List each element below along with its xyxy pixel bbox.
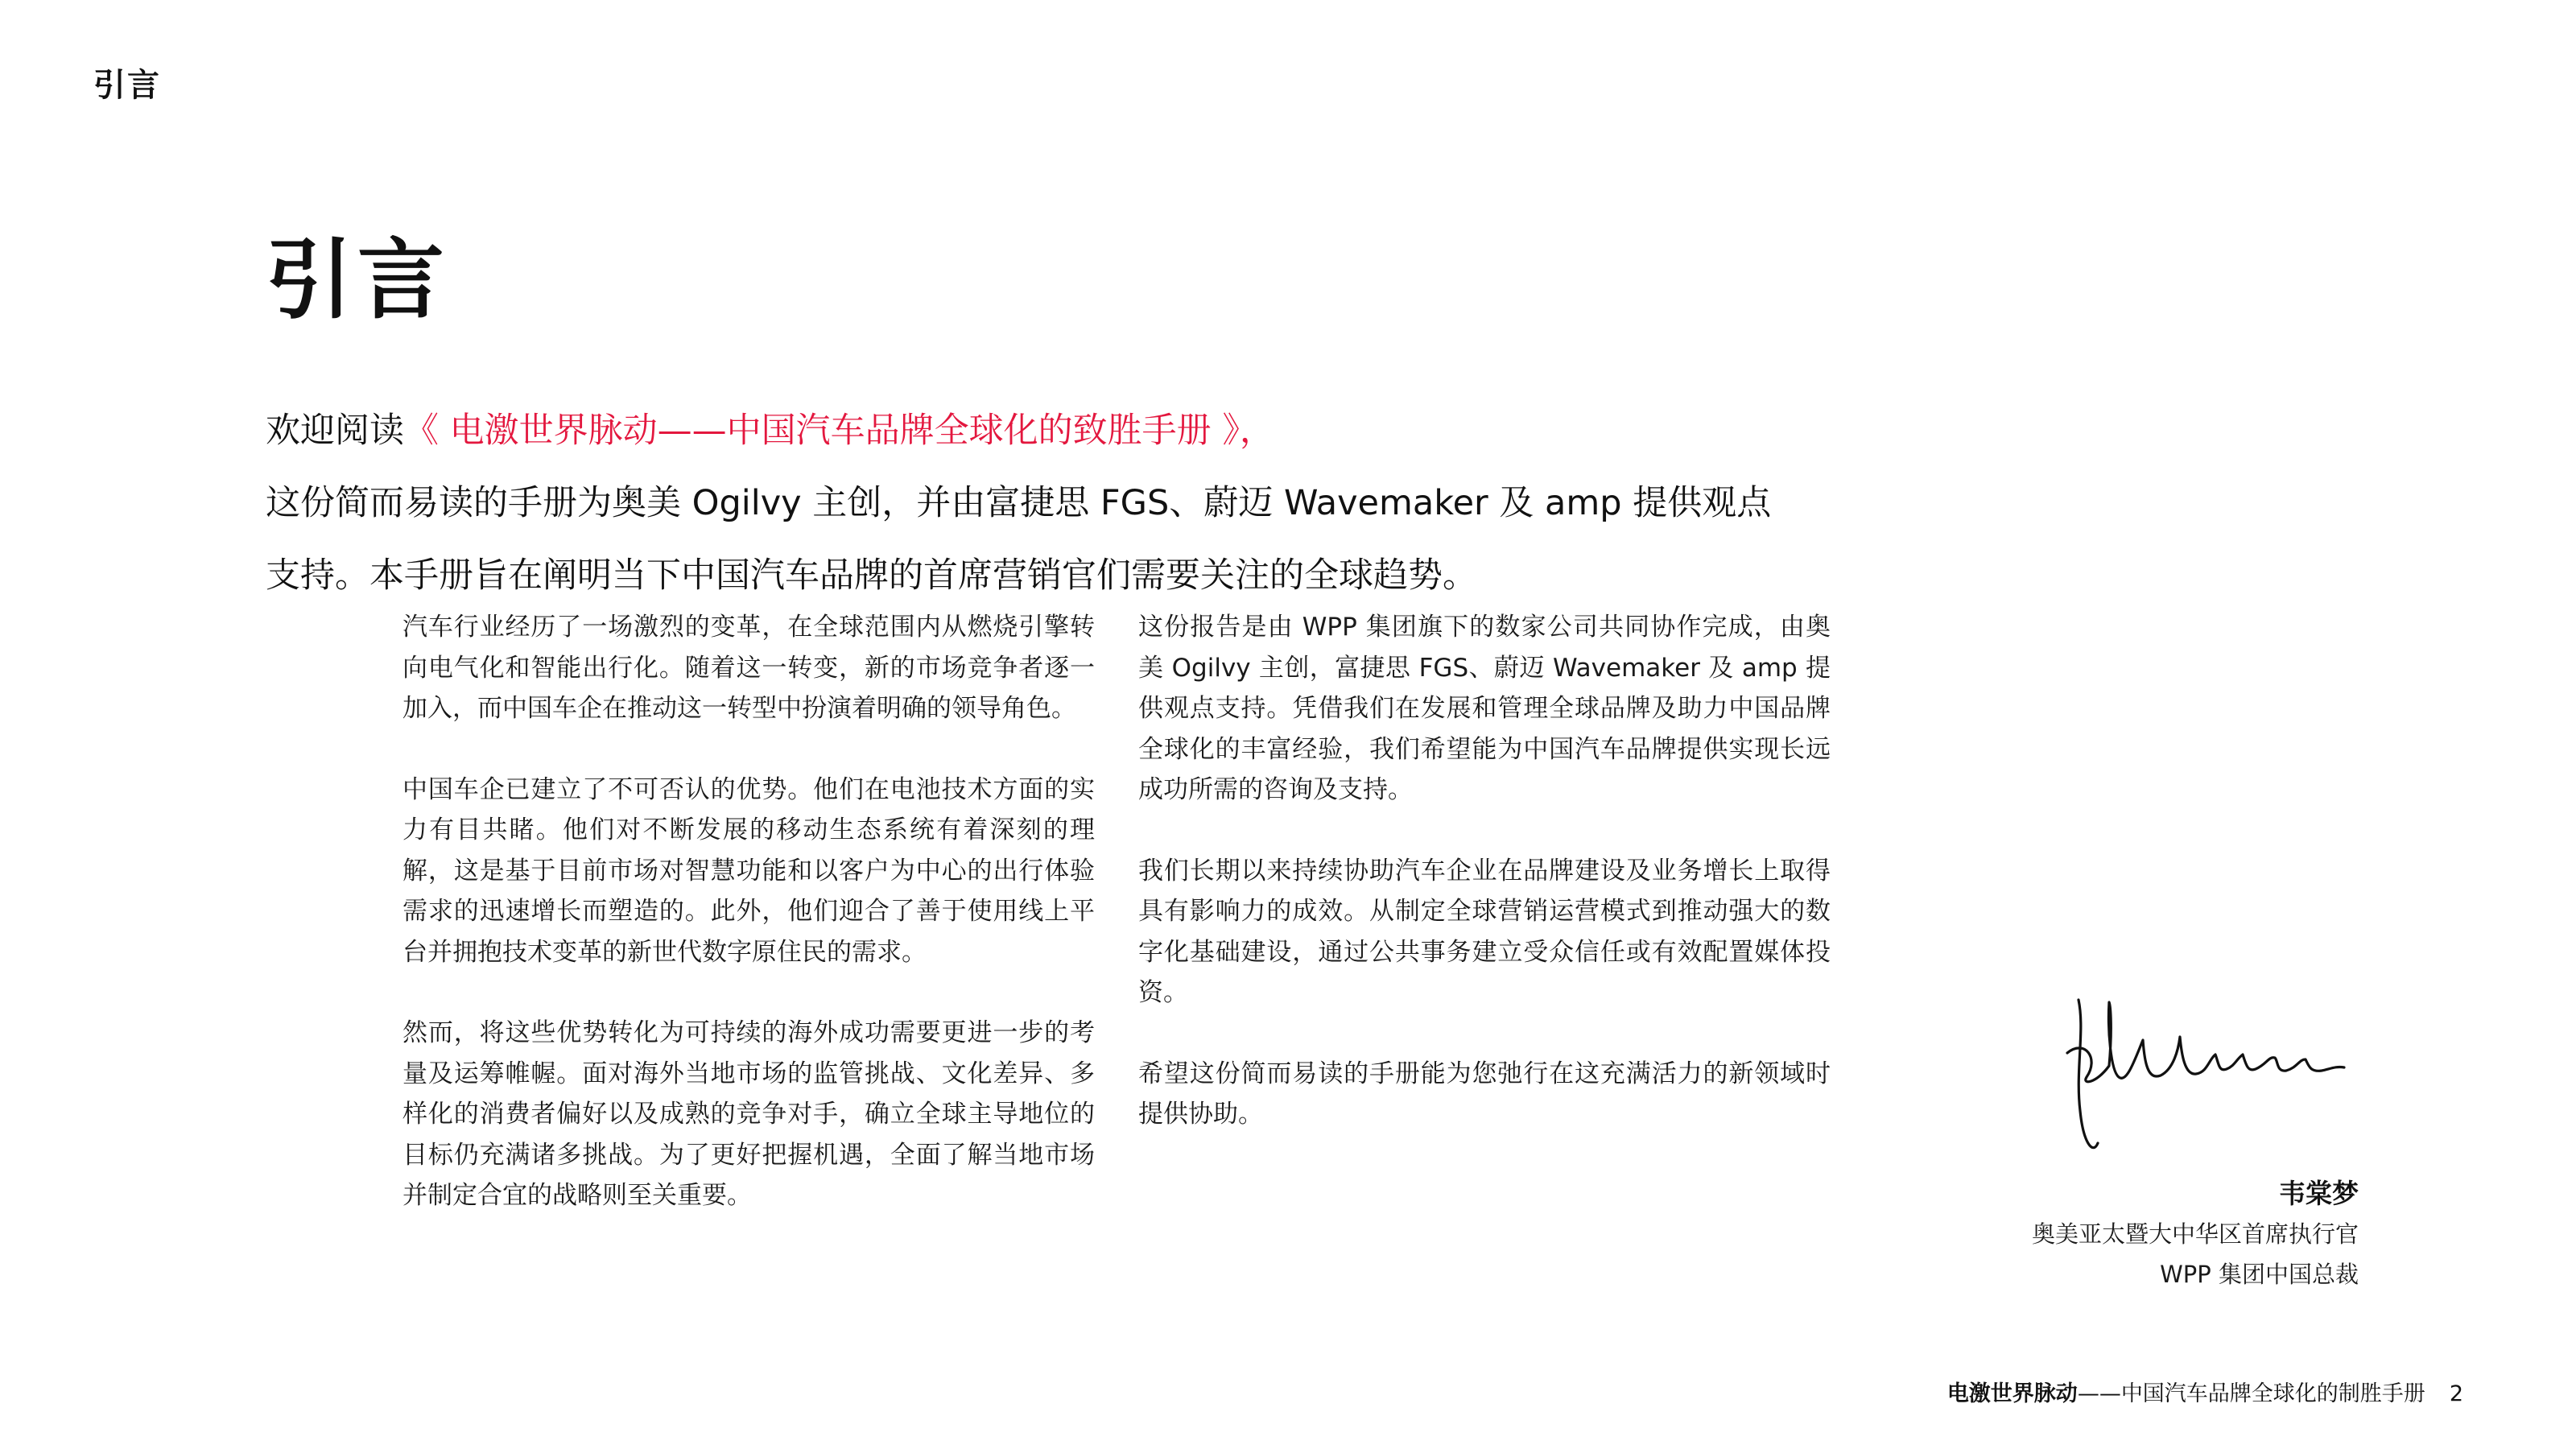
body-column-left (402, 607, 1095, 1257)
intro-line-2: 这份简而易读的手册为奥美 Ogilvy 主创，并由富捷思 FGS、蔚迈 Wavemaker 及 amp 提供观点 (266, 483, 1772, 523)
page-footer (1947, 1378, 2463, 1410)
body-paragraph: 然而，将这些优势转化为可持续的海外成功需要更进一步的考量及运筹帷幄。面对海外当地市场的监管挑战、文化差异、多样化的消费者偏好以及成熟的竞争对手，确立全球主导地位的目标仍充满诸多挑战。为了更好把握机遇，全面了解当地市场并制定合宜的战略则至关重要。 (402, 1018, 1095, 1210)
body-paragraph: 中国车企已建立了不可否认的优势。他们在电池技术方面的实力有目共睹。他们对不断发展的移动生态系统有着深刻的理解，这是基于目前市场对智慧功能和以客户为中心的出行体验需求的迅速增长而塑造的。此外，他们迎合了善于使用线上平台并拥抱技术变革的新世代数字原住民的需求。 (402, 774, 1095, 967)
signer-name: 韦棠梦 (2279, 1178, 2359, 1209)
section-label: 引言 (93, 67, 161, 104)
footer-brand: 电激世界脉动 (1946, 1381, 2078, 1406)
intro-line-3: 支持。本手册旨在阐明当下中国汽车品牌的首席营销官们需要关注的全球趋势。 (266, 555, 1477, 596)
handwritten-signature (2061, 982, 2351, 1167)
body-paragraph: 汽车行业经历了一场激烈的变革，在全球范围内从燃烧引擎转向电气化和智能出行化。随着这一转变，新的市场竞争者逐一加入，而中国车企在推动这一转型中扮演着明确的领导角色。 (402, 613, 1095, 723)
page-title: 引言 (266, 230, 450, 331)
intro-lead: 欢迎阅读 (266, 411, 404, 451)
body-paragraph: 希望这份简而易读的手册能为您弛行在这充满活力的新领域时提供协助。 (1138, 1059, 1831, 1129)
report-title-highlight: 《 电激世界脉动——中国汽车品牌全球化的致胜手册 》 (404, 411, 1240, 451)
page-number: 2 (2449, 1381, 2463, 1406)
signer-role: 奥美亚太暨大中华区首席执行官 (2031, 1220, 2359, 1248)
footer-subtitle: ——中国汽车品牌全球化的制胜手册 (2077, 1381, 2425, 1406)
intro-paragraph (266, 394, 1811, 612)
body-paragraph: 我们长期以来持续协助汽车企业在品牌建设及业务增长上取得具有影响力的成效。从制定全球营销运营模式到推动强大的数字化基础建设，通过公共事务建立受众信任或有效配置媒体投资。 (1138, 856, 1831, 1007)
signer-block (1795, 1174, 2359, 1294)
signer-role: WPP 集团中国总裁 (2160, 1261, 2359, 1288)
body-column-right (1138, 607, 1831, 1175)
body-paragraph: 这份报告是由 WPP 集团旗下的数家公司共同协作完成，由奥美 Ogilvy 主创，富捷思 FGS、蔚迈 Wavemaker 及 amp 提供观点支持。凭借我们在发展和管理全球品牌及助力中国品牌全球化的丰富经验，我们希望能为中国汽车品牌提供实现长远成功所需的咨询及支持。 (1138, 613, 1831, 804)
intro-trail: ， (1239, 411, 1274, 451)
